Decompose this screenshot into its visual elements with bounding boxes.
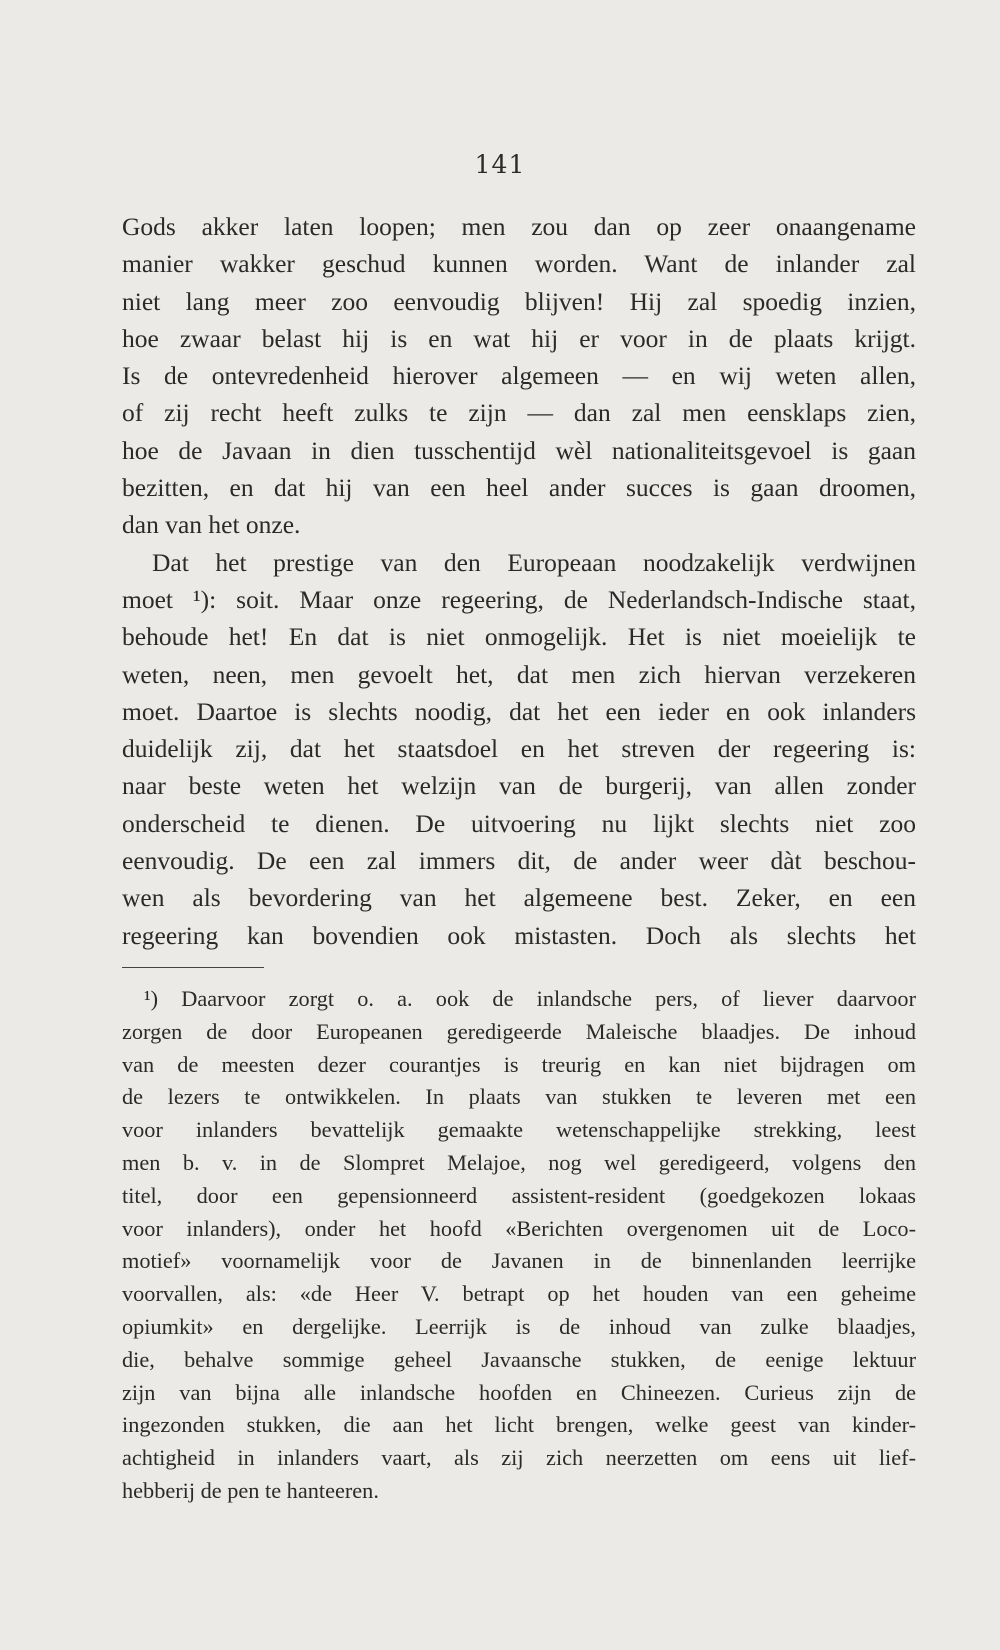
text-line: Dat het prestige van den Europeaan noodzakelijk verdwijnen [152,547,916,577]
text-line: naar beste weten het welzijn van de burgerij, van allen zonder [122,771,916,801]
text-line: Is de ontevredenheid hierover algemeen — en wij weten allen, [122,361,916,391]
text-line: bezitten, en dat hij van een heel ander succes is gaan droomen, [122,473,916,503]
text-line: niet lang meer zoo eenvoudig blijven! Hij zal spoedig inzien, [122,286,916,316]
footnote-line: hebberij de pen te hanteeren. [122,1477,379,1503]
footnote-line: ingezonden stukken, die aan het licht brengen, welke geest van kinder- [122,1412,916,1438]
text-line: of zij recht heeft zulks te zijn — dan zal men eensklaps zien, [122,398,916,428]
footnote-line: titel, door een gepensionneerd assistent-resident (goedgekozen lokaas [122,1182,916,1208]
text-line: weten, neen, men gevoelt het, dat men zich hiervan verzekeren [122,659,916,689]
text-line: onderscheid te dienen. De uitvoering nu lijkt slechts niet zoo [122,808,916,838]
text-line: duidelijk zij, dat het staatsdoel en het streven der regeering is: [122,734,916,764]
footnote-line: voor inlanders bevattelijk gemaakte wetenschappelijke strekking, leest [122,1117,916,1143]
text-line: eenvoudig. De een zal immers dit, de ander weer dàt beschou- [122,846,916,876]
footnote-line: van de meesten dezer courantjes is treurig en kan niet bijdragen om [122,1051,916,1077]
footnote-line: voor inlanders), onder het hoofd «Berichten overgenomen uit de Loco- [122,1215,916,1241]
text-line: manier wakker geschud kunnen worden. Want de inlander zal [122,249,916,279]
footnote-line: men b. v. in de Slompret Melajoe, nog wel geredigeerd, volgens den [122,1149,916,1175]
footnote-line: ¹) Daarvoor zorgt o. a. ook de inlandsche pers, of liever daarvoor [144,986,916,1011]
footnote-divider [122,967,264,968]
footnote-line: die, behalve sommige geheel Javaansche stukken, de eenige lektuur [122,1346,916,1372]
text-line: wen als bevordering van het algemeene best. Zeker, en een [122,883,916,913]
footnote-line: zorgen de door Europeanen geredigeerde Maleische blaadjes. De inhoud [122,1018,916,1044]
text-line: moet ¹): soit. Maar onze regeering, de Nederlandsch-Indische staat, [122,584,916,614]
text-line: dan van het onze. [122,510,301,540]
footnote-line: opiumkit» en dergelijke. Leerrijk is de inhoud van zulke blaadjes, [122,1313,916,1339]
footnote-line: de lezers te ontwikkelen. In plaats van stukken te leveren met een [122,1084,916,1110]
page-number: 141 [474,150,526,179]
text-line: hoe zwaar belast hij is en wat hij er voor in de plaats krijgt. [122,323,916,353]
text-line: Gods akker laten loopen; men zou dan op zeer onaangename [122,212,916,241]
main-text [122,208,916,954]
footnote-line: achtigheid in inlanders vaart, als zij zich neerzetten om eens uit lief- [122,1445,916,1471]
footnote-text [122,983,916,1508]
text-line: regeering kan bovendien ook mistasten. Doch als slechts het [122,920,916,950]
footnote-line: zijn van bijna alle inlandsche hoofden en Chineezen. Curieus zijn de [122,1379,916,1405]
footnote-line: voorvallen, als: «de Heer V. betrapt op het houden van een geheime [122,1281,916,1307]
text-line: hoe de Javaan in dien tusschentijd wèl nationaliteitsgevoel is gaan [122,435,916,465]
text-line: moet. Daartoe is slechts noodig, dat het een ieder en ook inlanders [122,696,916,726]
footnote-line: motief» voornamelijk voor de Javanen in de binnenlanden leerrijke [122,1248,916,1274]
text-line: behoude het! En dat is niet onmogelijk. Het is niet moeielijk te [122,622,916,652]
